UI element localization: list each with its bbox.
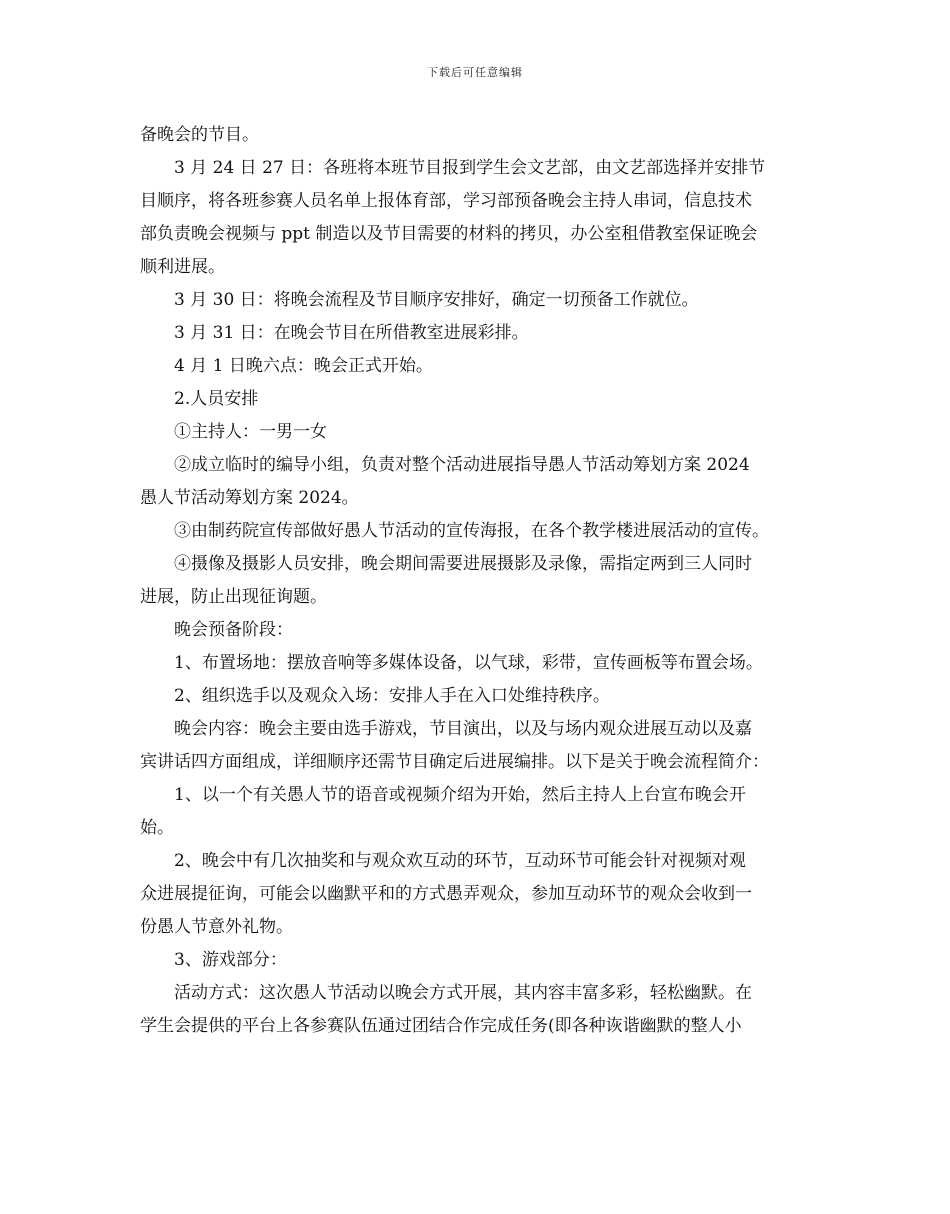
paragraph-line: 愚人节活动筹划方案 2024。 [140, 488, 359, 508]
paragraph-line: 2、晚会中有几次抽奖和与观众欢互动的环节，互动环节可能会针对视频对观 [174, 851, 746, 871]
paragraph-line: 宾讲话四方面组成，详细顺序还需节目确定后进展编排。以下是关于晚会流程简介： [140, 752, 769, 772]
paragraph-line: 3 月 30 日：将晚会流程及节目顺序安排好，确定一切预备工作就位。 [174, 290, 699, 310]
section-heading: 2.人员安排 [174, 389, 259, 409]
paragraph-line: 活动方式：这次愚人节活动以晚会方式开展，其内容丰富多彩，轻松幽默。在 [174, 983, 752, 1003]
paragraph-line: 备晚会的节目。 [140, 125, 259, 145]
paragraph-line: 2、组织选手以及观众入场：安排人手在入口处维持秩序。 [174, 686, 610, 706]
page-header: 下载后可任意编辑 [427, 66, 523, 79]
paragraph-line: 目顺序，将各班参赛人员名单上报体育部，学习部预备晚会主持人串词，信息技术 [140, 191, 752, 211]
paragraph-line: ②成立临时的编导小组，负责对整个活动进展指导愚人节活动筹划方案 2024 [174, 455, 750, 475]
document-body [140, 119, 820, 1043]
paragraph-line: 部负责晚会视频与 ppt 制造以及节目需要的材料的拷贝，办公室租借教室保证晚会 [140, 224, 758, 244]
paragraph-line: 1、布置场地：摆放音响等多媒体设备，以气球，彩带，宣传画板等布置会场。 [174, 653, 763, 673]
paragraph-line: 进展，防止出现征询题。 [140, 587, 327, 607]
paragraph-line: 众进展提征询，可能会以幽默平和的方式愚弄观众，参加互动环节的观众会收到一 [140, 884, 752, 904]
paragraph-line: 1、以一个有关愚人节的语音或视频介绍为开始，然后主持人上台宣布晚会开 [174, 785, 746, 805]
paragraph-line: 晚会预备阶段： [174, 620, 293, 640]
paragraph-line: 3、游戏部分： [174, 950, 287, 970]
paragraph-line: ③由制药院宣传部做好愚人节活动的宣传海报，在各个教学楼进展活动的宣传。 [174, 521, 769, 541]
paragraph-line: 份愚人节意外礼物。 [140, 917, 293, 937]
paragraph-line: 4 月 1 日晚六点：晚会正式开始。 [174, 356, 433, 376]
paragraph-line: ④摄像及摄影人员安排，晚会期间需要进展摄影及录像，需指定两到三人同时 [174, 554, 752, 574]
paragraph-line: 晚会内容：晚会主要由选手游戏，节目演出，以及与场内观众进展互动以及嘉 [174, 719, 752, 739]
paragraph-line: 始。 [140, 818, 174, 838]
paragraph-line: 学生会提供的平台上各参赛队伍通过团结合作完成任务(即各种诙谐幽默的整人小 [140, 1016, 742, 1036]
paragraph-line: 3 月 24 日 27 日：各班将本班节目报到学生会文艺部，由文艺部选择并安排节 [174, 158, 766, 178]
paragraph-line: ①主持人：一男一女 [174, 422, 327, 442]
paragraph-line: 3 月 31 日：在晚会节目在所借教室进展彩排。 [174, 323, 529, 343]
paragraph-line: 顺利进展。 [140, 257, 225, 277]
